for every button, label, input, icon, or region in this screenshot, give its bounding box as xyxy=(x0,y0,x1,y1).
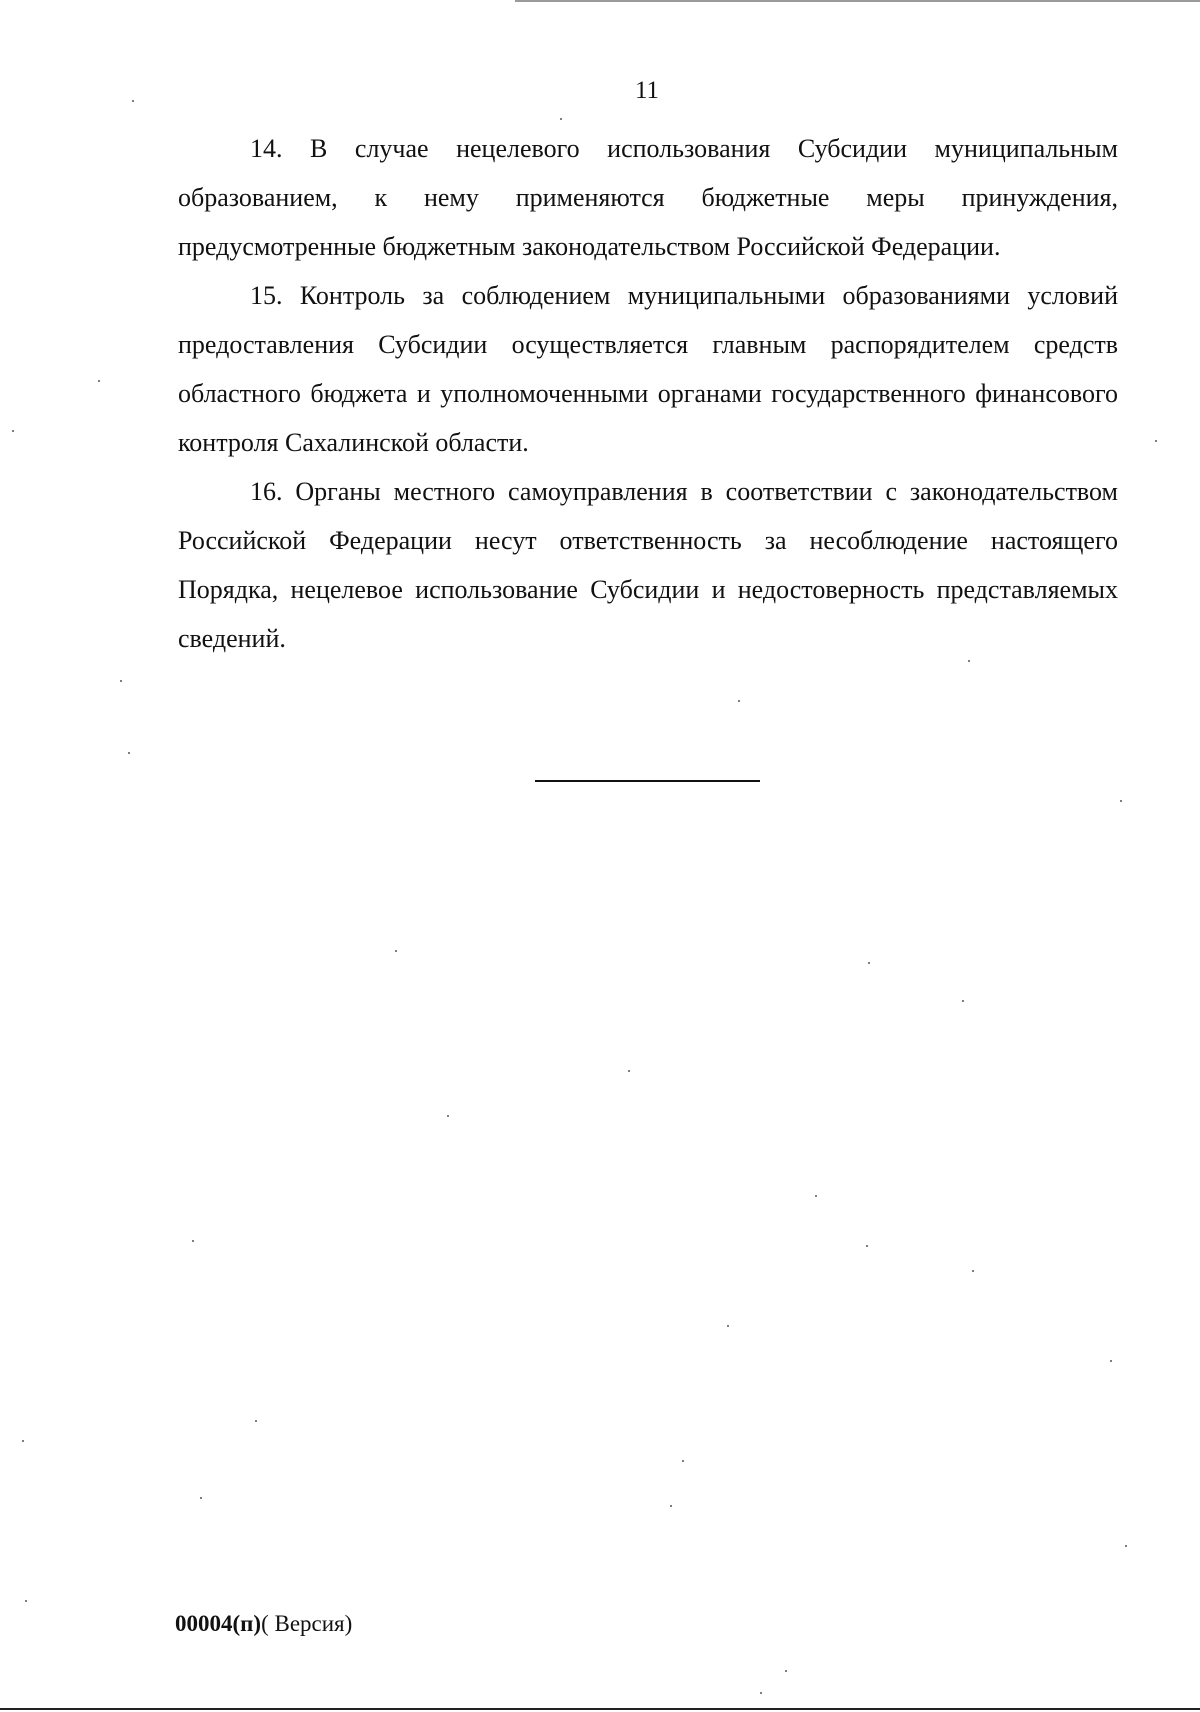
end-of-text-rule xyxy=(535,780,760,782)
paragraph-15-number: 15. xyxy=(250,281,283,310)
scan-speck xyxy=(98,380,100,382)
scan-speck xyxy=(785,1670,787,1672)
scan-speck xyxy=(670,1505,672,1507)
paragraph-14 xyxy=(178,124,1118,271)
scan-speck xyxy=(192,1240,194,1242)
paragraph-16-number: 16. xyxy=(250,477,283,506)
scan-speck xyxy=(12,430,14,432)
scan-speck xyxy=(22,1440,24,1442)
scan-speck xyxy=(1110,1360,1112,1362)
scan-speck xyxy=(395,950,397,952)
scan-speck xyxy=(682,1460,684,1462)
scan-speck xyxy=(200,1497,202,1499)
bottom-edge-rule xyxy=(0,1708,1200,1710)
scan-speck xyxy=(120,680,122,682)
scan-speck xyxy=(1120,800,1122,802)
scan-speck xyxy=(1155,440,1157,442)
paragraph-15-text: Контроль за соблюдением муниципальными образованиями условий предоставления Субсидии осуществляется главным распорядителем средств областного бюджета и уполномоченными органами государственного финансового контроля Сахалинской области. xyxy=(178,281,1118,457)
paragraph-14-text: В случае нецелевого использования Субсидии муниципальным образованием, к нему применяются бюджетные меры принуждения, предусмотренные бюджетным законодательством Российской Федерации. xyxy=(178,134,1118,261)
scan-speck xyxy=(968,660,970,662)
document-body xyxy=(178,124,1118,663)
scan-speck xyxy=(132,100,134,102)
scan-speck xyxy=(560,118,562,120)
scan-speck xyxy=(972,1270,974,1272)
document-version-label: ( Версия) xyxy=(261,1611,353,1636)
scan-speck xyxy=(868,962,870,964)
scan-speck xyxy=(1125,1545,1127,1547)
page-number: 11 xyxy=(634,77,660,104)
scan-speck xyxy=(727,1325,729,1327)
scan-speck xyxy=(255,1420,257,1422)
top-edge-rule xyxy=(515,0,1200,2)
paragraph-14-number: 14. xyxy=(250,134,283,163)
paragraph-16 xyxy=(178,467,1118,663)
scan-speck xyxy=(962,1000,964,1002)
scan-speck xyxy=(738,700,740,702)
document-code-number: 00004(п) xyxy=(175,1611,262,1636)
paragraph-16-text: Органы местного самоуправления в соответствии с законодательством Российской Федерации несут ответственность за несоблюдение настоящего Порядка, нецелевое использование Субсидии и недостоверность представляемых сведений. xyxy=(178,477,1118,653)
scan-speck xyxy=(447,1115,449,1117)
scan-speck xyxy=(815,1195,817,1197)
scan-speck xyxy=(866,1245,868,1247)
document-code xyxy=(175,1610,352,1638)
paragraph-15 xyxy=(178,271,1118,467)
scan-speck xyxy=(760,1692,762,1694)
scan-speck xyxy=(25,1600,27,1602)
scan-speck xyxy=(128,752,130,754)
scan-speck xyxy=(628,1070,630,1072)
